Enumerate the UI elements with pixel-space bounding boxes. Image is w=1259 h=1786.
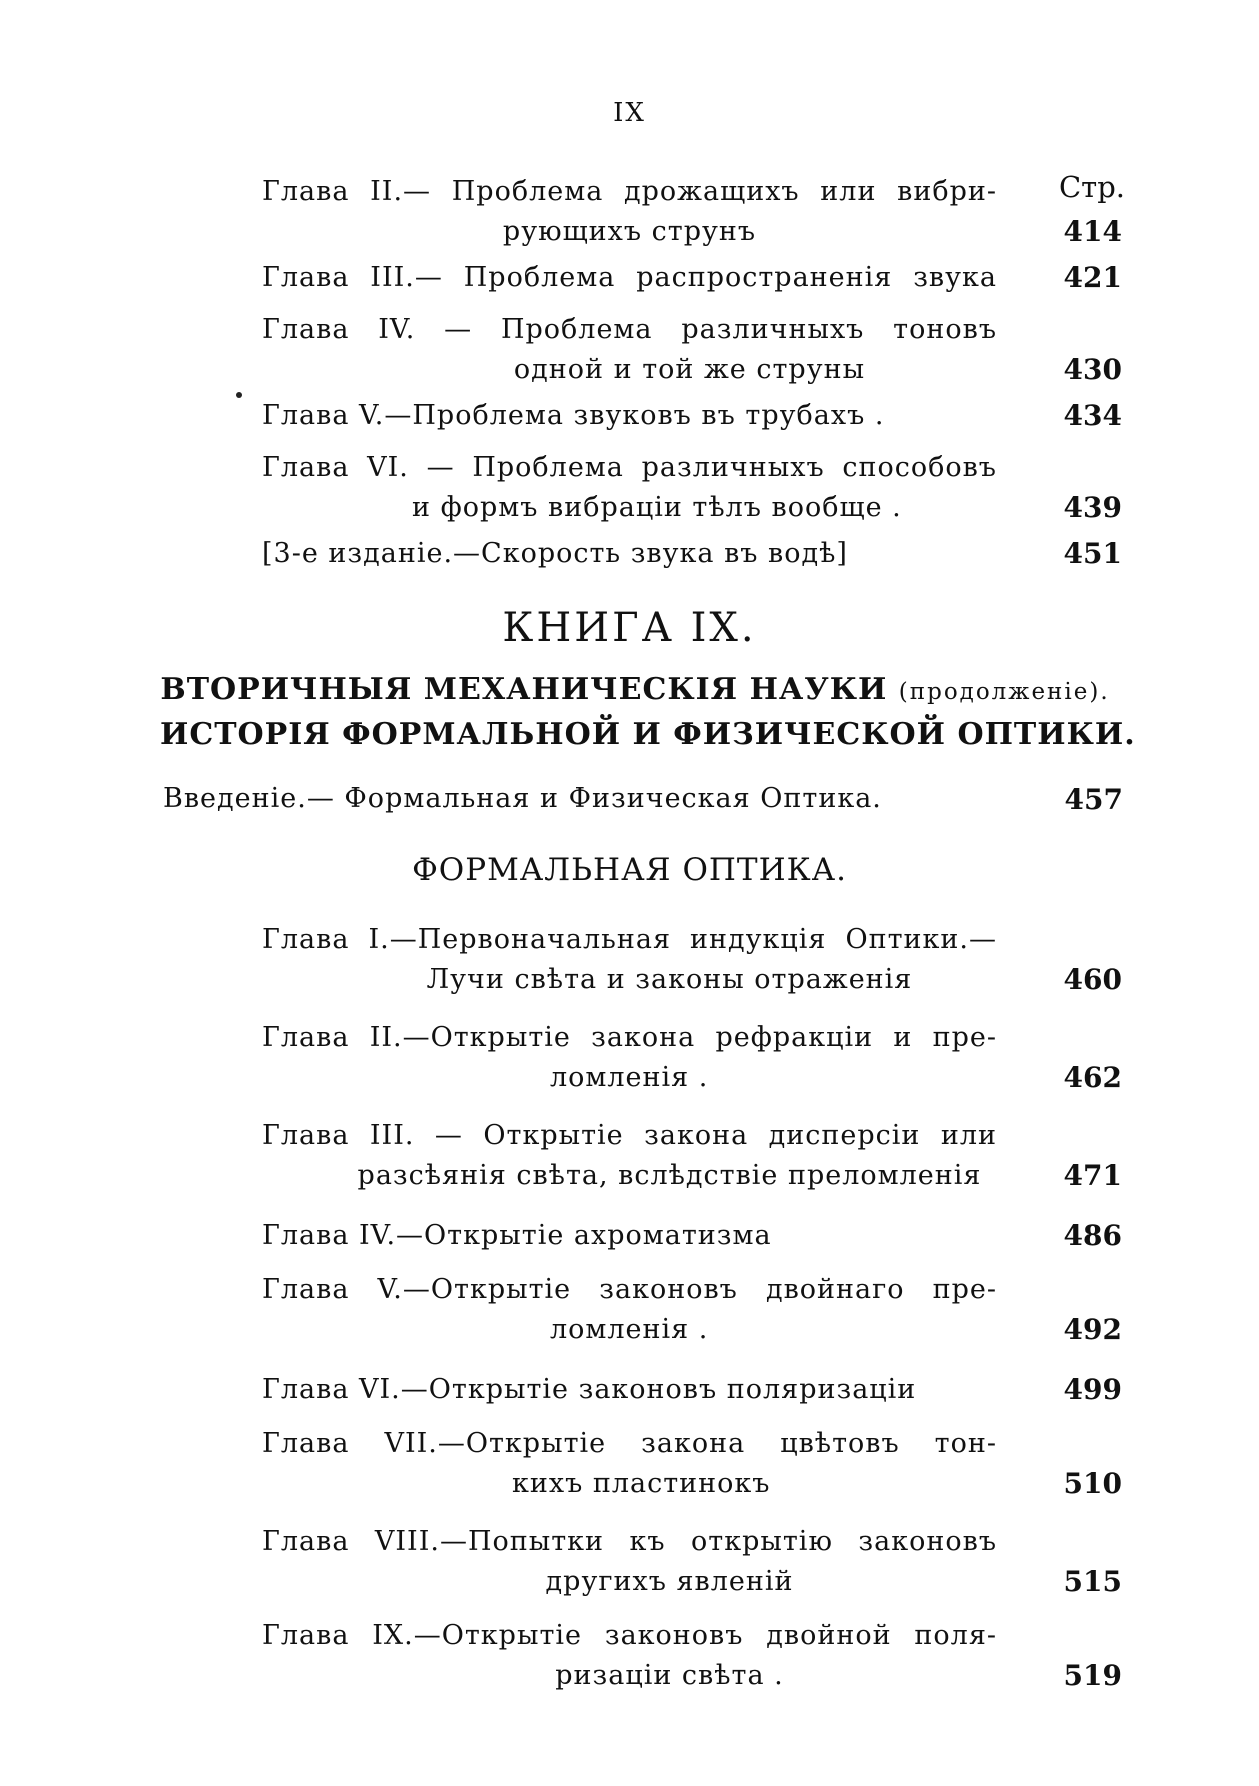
page-column-label: Стр. <box>1058 170 1125 204</box>
toc-entry-line: Глава III.— Проблема распространенія звука <box>262 262 997 293</box>
toc-entry-line: Глава VI. — Проблема различныхъ способовъ <box>262 452 997 483</box>
toc-page-number: 430 <box>1063 353 1122 386</box>
toc-entry-continuation: ризаціи свѣта . <box>555 1660 784 1691</box>
toc-entry-continuation: рующихъ струнъ <box>502 216 757 247</box>
toc-entry-line: Глава I.—Первоначальная индукція Оптики.— <box>262 924 997 955</box>
toc-page-number: 460 <box>1063 963 1122 996</box>
toc-entry <box>262 396 1122 436</box>
book-subtitle-1-text: ВТОРИЧНЫЯ МЕХАНИЧЕСКІЯ НАУКИ <box>160 672 888 707</box>
toc-entry-continuation: и формъ вибраціи тѣлъ вообще . <box>412 492 902 523</box>
toc-entry <box>262 448 1122 528</box>
book-subtitle-1 <box>160 672 1110 707</box>
toc-page-number: 457 <box>1064 783 1123 816</box>
introduction-text: Введеніе.— Формальная и Физическая Оптика. <box>163 783 882 814</box>
toc-page-number: 471 <box>1063 1159 1122 1192</box>
toc-entry <box>262 534 1122 574</box>
toc-page-number: 492 <box>1063 1313 1122 1346</box>
page-roman-numeral: IX <box>613 98 646 128</box>
toc-page-number: 439 <box>1063 491 1122 524</box>
toc-page-number: 434 <box>1063 399 1122 432</box>
toc-entry <box>262 1116 1122 1196</box>
toc-page-number: 451 <box>1063 537 1122 570</box>
toc-entry-line: Глава II.—Открытіе закона рефракціи и пре- <box>262 1022 997 1053</box>
toc-page-number: 414 <box>1063 215 1122 248</box>
toc-entry-line: Глава V.—Открытіе законовъ двойнаго пре- <box>262 1274 997 1305</box>
toc-entry-line: Глава IX.—Открытіе законовъ двойной поля- <box>262 1620 997 1651</box>
toc-entry-continuation: ломленія . <box>550 1314 709 1345</box>
book-title: КНИГА IX. <box>502 605 757 651</box>
toc-introduction <box>163 783 1123 814</box>
toc-entry <box>262 310 1122 390</box>
toc-page-number: 499 <box>1063 1373 1122 1406</box>
toc-page-number: 486 <box>1063 1219 1122 1252</box>
toc-entry-line: Глава V.—Проблема звуковъ въ трубахъ . <box>262 400 885 431</box>
toc-entry-line: Глава II.— Проблема дрожащихъ или вибри- <box>262 176 997 207</box>
toc-entry-continuation: одной и той же струны <box>513 354 866 385</box>
toc-entry <box>262 1522 1122 1602</box>
toc-entry-line: Глава IV. — Проблема различныхъ тоновъ <box>262 314 997 345</box>
toc-entry-continuation: ломленія . <box>550 1062 709 1093</box>
toc-entry-line: Глава VIII.—Попытки къ открытію законовъ <box>262 1526 997 1557</box>
toc-entry <box>262 1018 1122 1098</box>
toc-page-number: 510 <box>1063 1467 1122 1500</box>
toc-entry <box>262 1216 1122 1256</box>
toc-entry <box>262 258 1122 298</box>
toc-entry-continuation: разсѣянія свѣта, вслѣдствіе преломленія <box>357 1160 982 1191</box>
toc-entry <box>262 1370 1122 1410</box>
toc-entry <box>262 1270 1122 1350</box>
section-title: ФОРМАЛЬНАЯ ОПТИКА. <box>412 852 847 888</box>
toc-page-number: 519 <box>1063 1659 1122 1692</box>
toc-entry <box>262 172 1122 252</box>
toc-page-number: 515 <box>1063 1565 1122 1598</box>
toc-entry-line: Глава VII.—Открытіе закона цвѣтовъ тон- <box>262 1428 997 1459</box>
book-subtitle-2: ИСТОРІЯ ФОРМАЛЬНОЙ И ФИЗИЧЕСКОЙ ОПТИКИ. <box>160 717 1136 752</box>
toc-page-number: 462 <box>1063 1061 1122 1094</box>
toc-entry-line: Глава III. — Открытіе закона дисперсіи или <box>262 1120 997 1151</box>
toc-entry-continuation: другихъ явленій <box>545 1566 794 1597</box>
toc-entry <box>262 920 1122 1000</box>
toc-entry-line: Глава VI.—Открытіе законовъ поляризаціи <box>262 1374 917 1405</box>
toc-entry-continuation: Лучи свѣта и законы отраженія <box>426 964 913 995</box>
toc-entry-line: [3-е изданіе.—Скорость звука въ водѣ] <box>262 538 848 569</box>
book-subtitle-1-note: (продолженіе). <box>898 679 1110 705</box>
ink-speck <box>236 392 242 398</box>
toc-entry-continuation: кихъ пластинокъ <box>512 1468 771 1499</box>
toc-entry <box>262 1616 1122 1696</box>
toc-entry-line: Глава IV.—Открытіе ахроматизма <box>262 1220 772 1251</box>
toc-entry <box>262 1424 1122 1504</box>
toc-page-number: 421 <box>1063 261 1122 294</box>
